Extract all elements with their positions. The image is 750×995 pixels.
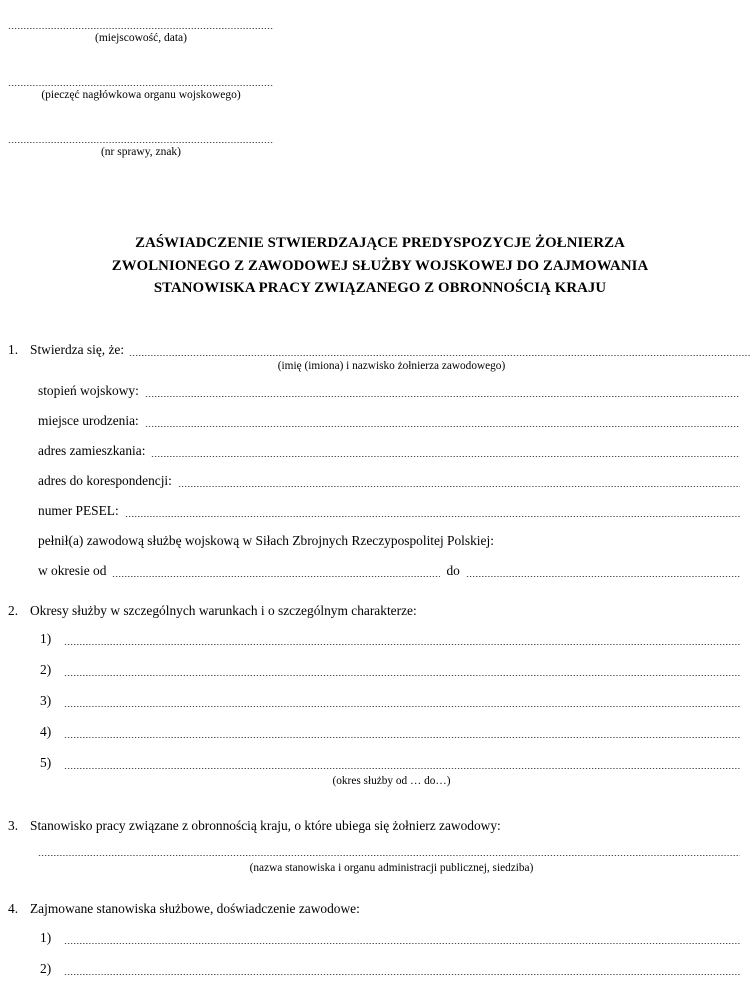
section-1-heading-row	[0, 341, 750, 359]
input-section-2-item-3[interactable]	[64, 706, 740, 707]
field-row-correspondence-address	[38, 472, 745, 490]
input-section-2-item-5[interactable]	[64, 768, 740, 769]
section-2	[0, 602, 750, 789]
input-section-4-item-2[interactable]	[64, 974, 740, 975]
section-2-item-5-number: 5)	[40, 755, 52, 770]
section-4-items	[0, 918, 750, 978]
header-caption-office-stamp: (pieczęć nagłówkowa organu wojskowego)	[41, 89, 241, 101]
label-pesel: numer PESEL:	[38, 503, 119, 518]
input-service-period-from[interactable]	[112, 576, 440, 577]
section-3-heading: Stanowisko pracy związane z obronnością kraju, o które ubiega się żołnierz zawodowy:	[30, 818, 501, 833]
list-item	[38, 929, 745, 947]
section-4-item-1-number: 1)	[40, 930, 52, 945]
list-item	[38, 661, 745, 679]
section-2-items	[0, 620, 750, 772]
section-1-name-caption: (imię (imiona) i nazwisko żołnierza zawodowego)	[277, 360, 506, 372]
section-4-item-2-number: 2)	[40, 961, 52, 976]
label-residence-address: adres zamieszkania:	[38, 443, 146, 458]
section-1-number: 1.	[8, 342, 19, 357]
header-block-office-stamp	[8, 85, 274, 103]
list-item	[38, 960, 745, 978]
field-row-residence-address	[38, 442, 745, 460]
input-pesel[interactable]	[125, 516, 740, 517]
header-block-case-number	[8, 142, 274, 160]
label-service-period-from: w okresie od	[38, 563, 107, 578]
section-1-name-fill-line[interactable]	[129, 355, 750, 356]
section-4-heading: Zajmowane stanowiska służbowe, doświadczenie zawodowe:	[30, 901, 360, 916]
input-section-2-item-2[interactable]	[64, 675, 740, 676]
section-3-number: 3.	[8, 818, 19, 833]
section-2-caption: (okres służby od … do…)	[332, 775, 451, 787]
field-row-service-period	[38, 562, 745, 580]
label-service-period-to: do	[446, 563, 460, 578]
section-4	[0, 900, 750, 978]
section-3-heading-row	[0, 817, 750, 835]
input-position-and-authority[interactable]	[38, 855, 740, 856]
section-2-heading: Okresy służby w szczególnych warunkach i o szczególnym charakterze:	[30, 603, 417, 618]
input-correspondence-address[interactable]	[178, 486, 740, 487]
title-line-1: ZAŚWIADCZENIE STWIERDZAJĄCE PREDYSPOZYCJE ŻOŁNIERZA	[135, 235, 625, 251]
section-3-body	[0, 835, 750, 859]
section-4-heading-row	[0, 900, 750, 918]
section-2-item-2-number: 2)	[40, 662, 52, 677]
field-row-birthplace	[38, 412, 745, 430]
input-birthplace[interactable]	[145, 426, 740, 427]
section-1-heading: Stwierdza się, że:	[30, 342, 125, 357]
title-line-2: ZWOLNIONEGO Z ZAWODOWEJ SŁUŻBY WOJSKOWEJ DO ZAJMOWANIA	[111, 257, 649, 274]
section-4-number: 4.	[8, 901, 19, 916]
list-item	[38, 630, 745, 648]
label-military-rank: stopień wojskowy:	[38, 383, 139, 398]
field-row-military-rank	[38, 382, 745, 400]
header-caption-locality-date: (miejscowość, data)	[95, 32, 187, 44]
document-title	[40, 232, 720, 300]
section-3-caption: (nazwa stanowiska i organu administracji publicznej, siedziba)	[249, 862, 534, 874]
list-item	[38, 723, 745, 741]
section-1	[0, 341, 750, 580]
section-2-item-1-number: 1)	[40, 631, 52, 646]
list-item	[38, 692, 745, 710]
section-2-number: 2.	[8, 603, 19, 618]
input-residence-address[interactable]	[151, 456, 740, 457]
section-1-service-statement: pełnił(a) zawodową służbę wojskową w Siłach Zbrojnych Rzeczypospolitej Polskiej:	[38, 533, 494, 548]
title-line-3: STANOWISKA PRACY ZWIĄZANEGO Z OBRONNOŚCIĄ KRAJU	[153, 280, 607, 296]
section-2-item-4-number: 4)	[40, 724, 52, 739]
header-caption-case-number: (nr sprawy, znak)	[100, 146, 182, 158]
input-service-period-to[interactable]	[466, 576, 740, 577]
input-section-4-item-1[interactable]	[64, 943, 740, 944]
header-block-locality-date	[8, 28, 274, 46]
field-row-pesel	[38, 502, 745, 520]
section-2-heading-row	[0, 602, 750, 620]
input-military-rank[interactable]	[145, 396, 740, 397]
input-section-2-item-1[interactable]	[64, 644, 740, 645]
section-1-fields	[0, 374, 750, 580]
input-section-2-item-4[interactable]	[64, 737, 740, 738]
label-birthplace: miejsce urodzenia:	[38, 413, 139, 428]
section-2-item-3-number: 3)	[40, 693, 52, 708]
label-correspondence-address: adres do korespondencji:	[38, 473, 172, 488]
list-item	[38, 754, 745, 772]
section-3	[0, 817, 750, 876]
